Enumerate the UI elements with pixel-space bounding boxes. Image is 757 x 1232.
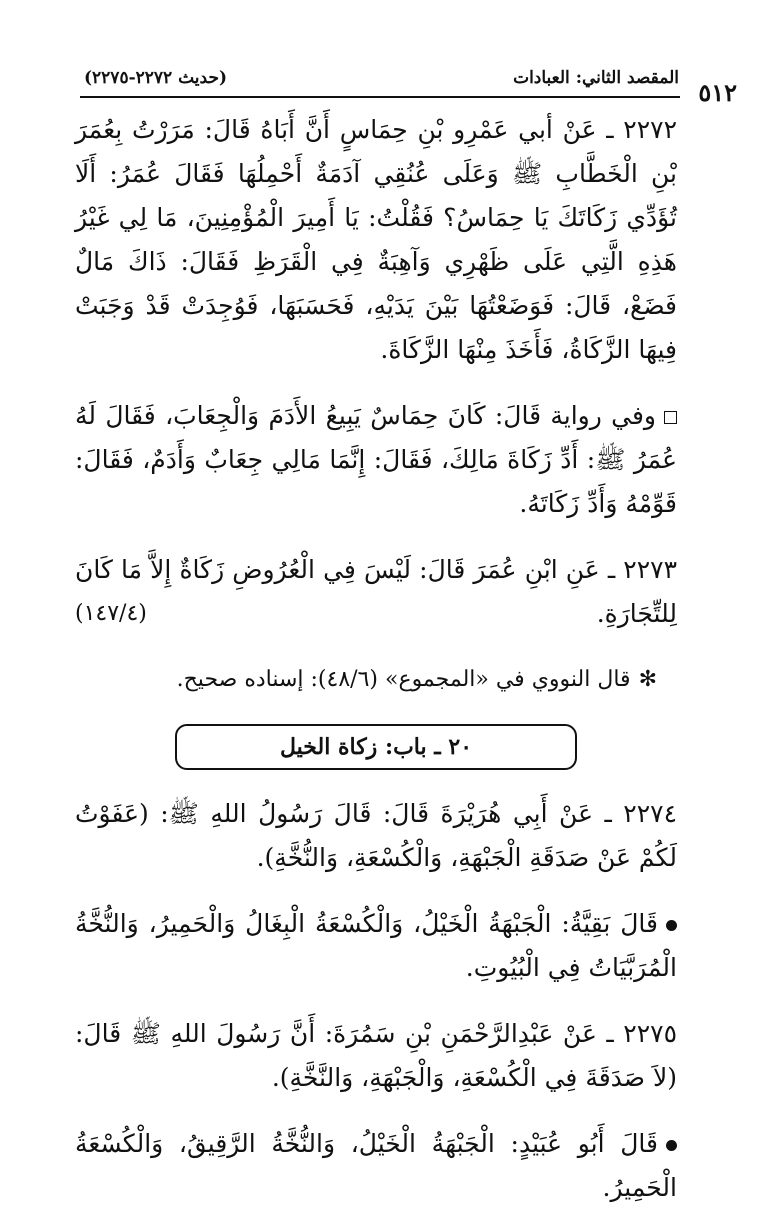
abu-ubayd-text: قَالَ أَبُو عُبَيْدٍ: الْجَبْهَةُ الْخَيْلُ، وَالنُّخَّةُ الرَّقِيقُ، وَالْكُسْعَةُ الْحَمِيرُ. [75,1129,677,1202]
baqiyya-text: قَالَ بَقِيَّةُ: الْجَبْهَةُ الْخَيْلُ، وَالْكُسْعَةُ الْبِغَالُ وَالْحَمِيرُ، وَالنُّخَّةُ الْمُرَبَّيَاتُ فِي الْبُيُوتِ. [75,909,677,982]
abu-ubayd-comment [75,1122,677,1210]
hadith-2272: ٢٢٧٢ ـ عَنْ أبي عَمْرِو بْنِ حِمَاسٍ أَنَّ أَبَاهُ قَالَ: مَرَرْتُ بِعُمَرَ بْنِ الْخَطَّابِ ﷺ وَعَلَى عُنُقِي آدَمَةٌ أَحْمِلُهَا فَقَالَ عُمَرُ: أَلَا تُؤَدِّي زَكَاتَكَ يَا حِمَاسُ؟ فَقُلْتُ: يَا أَمِيرَ الْمُؤْمِنِينَ، مَا لِي غَيْرُ هَذِهِ الَّتِي عَلَى ظَهْرِي وَآهِبَةٌ فِي الْقَرَظِ فَقَالَ: ذَاكَ مَالٌ فَضَعْ، قَالَ: فَوَضَعْتُهَا بَيْنَ يَدَيْهِ، فَحَسَبَهَا، فَوُجِدَتْ قَدْ وَجَبَتْ فِيهَا الزَّكَاةُ، فَأَخَذَ مِنْهَا الزَّكَاةَ. [75,115,677,364]
dot-bullet-icon [666,920,677,931]
hadith-2274: ٢٢٧٤ ـ عَنْ أَبِي هُرَيْرَةَ قَالَ: قَالَ رَسُولُ اللهِ ﷺ: (عَفَوْتُ لَكُمْ عَنْ صَدَقَةِ الْجَبْهَةِ، وَالْكُسْعَةِ، وَالنُّخَّةِ). [75,799,677,872]
baqiyya-comment [75,902,677,990]
nawawi-text: قال النووي في «المجموع» (٤٨/٦): إسناده صحيح. [176,667,631,692]
chapter-heading: ٢٠ ـ باب: زكاة الخيل [175,724,577,770]
nawawi-note [75,658,677,702]
page-number: ٥١٢ [698,78,737,107]
dot-bullet-icon [666,1140,677,1151]
hadith-range: (حديث ٢٢٧٢-٢٢٧٥) [84,68,227,88]
hadith-2273-text: ٢٢٧٣ ـ عَنِ ابْنِ عُمَرَ قَالَ: لَيْسَ فِي الْعُرُوضِ زَكَاةٌ إِلاَّ مَا كَانَ لِلتِّجَارَةِ. [75,555,677,628]
hadith-2273-reference: (١٤٧/٤) [75,601,147,626]
running-header [62,58,737,107]
square-bullet-icon [664,411,677,424]
header-divider [80,96,680,98]
riwaya-text: وفي رواية قَالَ: كَانَ حِمَاسٌ يَبِيعُ الأَدَمَ وَالْجِعَابَ، فَقَالَ لَهُ عُمَرُ ﷺ: أَدِّ زَكَاةَ مَالِكَ، فَقَالَ: إِنَّمَا مَالِي جِعَابٌ وَأَدَمٌ، فَقَالَ: قَوِّمْهُ وَأَدِّ زَكَاتَهُ. [75,401,677,518]
riwaya-paragraph [75,394,677,526]
hadith-2275: ٢٢٧٥ ـ عَنْ عَبْدِالرَّحْمَنِ بْنِ سَمُرَةَ: أَنَّ رَسُولَ اللهِ ﷺ قَالَ: (لاَ صَدَقَةَ فِي الْكُسْعَةِ، وَالْجَبْهَةِ، وَالنَّخَّةِ). [75,1019,677,1092]
main-text [75,108,677,1232]
section-title: المقصد الثاني: العبادات [513,68,679,88]
hadith-2273 [75,548,677,636]
asterisk-icon: ✻ [638,667,657,692]
